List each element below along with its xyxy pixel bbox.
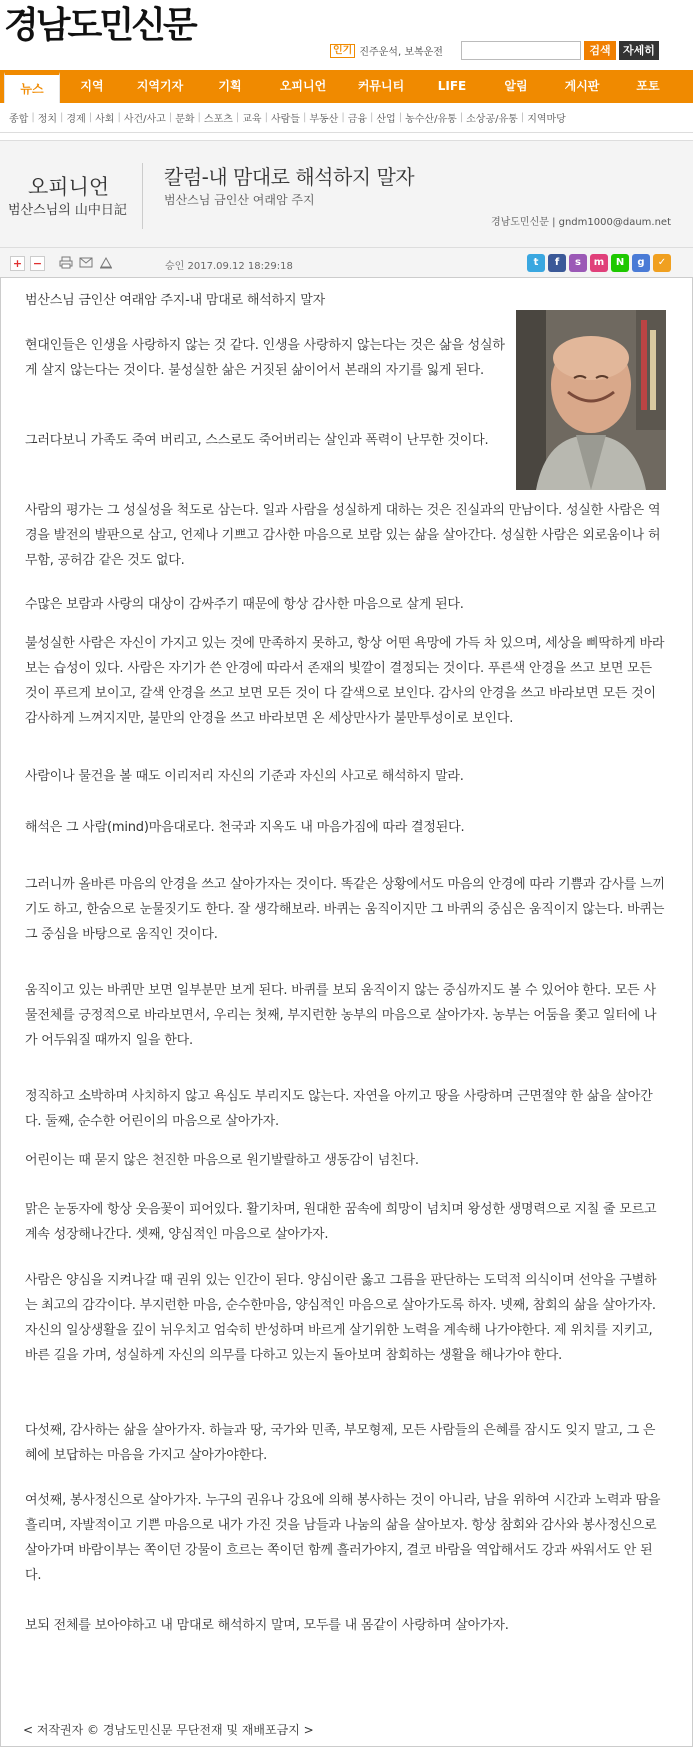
section-subtitle: 범산스님의 山中日記: [8, 203, 127, 218]
subnav-divider: |: [398, 112, 403, 123]
twitter-icon[interactable]: t: [527, 254, 545, 272]
subnav-divider: |: [88, 112, 93, 123]
article-toolbar: [0, 248, 693, 278]
nav-notice[interactable]: 알림: [504, 79, 528, 93]
article-paragraph: 맑은 눈동자에 항상 웃음꽃이 피어있다. 활기차며, 원대한 꿈속에 희망이 넘치며 왕성한 생명력으로 지칠 줄 모르고 계속 성장해나간다. 셋째, 양심적인 마음으로 살아가자.: [25, 1202, 657, 1242]
article-paragraph: 수많은 보람과 사랑의 대상이 감싸주기 때문에 항상 감사한 마음으로 살게 된다.: [25, 597, 464, 612]
site-header: [0, 0, 693, 70]
subnav-divider: |: [264, 112, 268, 123]
subnav-item[interactable]: 금융: [347, 114, 368, 125]
google-icon[interactable]: g: [632, 254, 650, 272]
search-input[interactable]: [461, 41, 581, 60]
subnav-item[interactable]: 지역마당: [527, 114, 566, 125]
subnav-item[interactable]: 스포츠: [203, 114, 233, 125]
subnav-item[interactable]: 부동산: [309, 114, 339, 125]
nav-life[interactable]: LIFE: [437, 79, 467, 93]
approved-date: 승인 2017.09.12 18:29:18: [165, 261, 293, 272]
email-icon[interactable]: [78, 256, 93, 270]
nav-community[interactable]: 커뮤니티: [357, 79, 405, 93]
article-paragraph: 사람이나 물건을 볼 때도 이리저리 자신의 기준과 자신의 사고로 해석하지 말라.: [25, 769, 464, 784]
nav-news[interactable]: 뉴스: [4, 72, 60, 103]
article-paragraph: 해석은 그 사람(mind)마음대로다. 천국과 지옥도 내 마음가짐에 따라 결정된다.: [25, 820, 465, 835]
article-paragraph: 어린이는 때 묻지 않은 천진한 마음으로 원기발랄하고 생동감이 넘친다.: [25, 1153, 419, 1168]
subnav-divider: |: [60, 112, 64, 123]
subnav-item[interactable]: 정치: [37, 114, 58, 125]
site-logo[interactable]: 경남도민신문: [4, 5, 195, 46]
subnav-divider: |: [197, 112, 201, 123]
subnav-divider: |: [459, 112, 464, 123]
detail-search-button[interactable]: 자세히: [619, 41, 659, 60]
article-paragraph: 현대인들은 인생을 사랑하지 않는 것 같다. 인생을 사랑하지 않는다는 것은 삶을 성실하게 살지 않는다는 것이다. 불성실한 삶은 거짓된 삶이어서 본래의 자기를 잃게 된다.: [25, 338, 505, 378]
facebook-icon[interactable]: f: [548, 254, 566, 272]
subnav-item[interactable]: 소상공/유통: [466, 114, 518, 125]
subnav-divider: |: [520, 112, 525, 123]
article-body: [0, 278, 693, 1747]
section-title[interactable]: 오피니언: [28, 175, 110, 199]
subnav-divider: |: [168, 112, 173, 123]
popular-keywords-text[interactable]: 진주운석, 보복운전: [359, 47, 443, 58]
subnav-item[interactable]: 문화: [175, 114, 195, 125]
print-icon[interactable]: [58, 256, 73, 270]
article-paragraph: 그러다보니 가족도 죽여 버리고, 스스로도 죽어버리는 살인과 폭력이 난무한 것이다.: [25, 433, 489, 448]
subnav-item[interactable]: 농수산/유통: [405, 114, 457, 125]
article-byline: 경남도민신문 | gndm1000@daum.net: [490, 217, 671, 228]
article-subhead: 범산스님 금인산 여래암 주지: [164, 193, 315, 207]
subnav-item[interactable]: 산업: [376, 114, 396, 125]
subnav-divider: |: [117, 112, 121, 123]
subnav-divider: |: [302, 112, 307, 123]
subnav-item[interactable]: 교육: [242, 114, 262, 125]
search-button[interactable]: 검색: [584, 41, 616, 60]
article-paragraph: 보되 전체를 보아야하고 내 맘대로 해석하지 말며, 모두를 내 몸같이 사랑하며 살아가자.: [25, 1618, 509, 1633]
subnav-divider: |: [31, 112, 35, 123]
article-paragraph: 여섯째, 봉사정신으로 살아가자. 누구의 권유나 강요에 의해 봉사하는 것이 아니라, 남을 위하여 시간과 노력과 땀을 흘리며, 자발적이고 기쁜 마음으로 내가 가진 것을 남들과 나눔의 삶을 살아보자. 항상 참회와 감사와 봉사정신으로 살아가며 바람이부는 쪽이던 강물이 흐르는 쪽이던 함께 흘러가야지, 결코 바람을 역압해서도 강과 싸워서도 안 된다.: [25, 1493, 661, 1583]
kakaostory-icon[interactable]: s: [569, 254, 587, 272]
font-decrease-button[interactable]: −: [30, 256, 45, 271]
subnav-item[interactable]: 사회: [95, 114, 115, 125]
bookmark-icon[interactable]: ✓: [653, 254, 671, 272]
article-paragraph: 사람은 양심을 지켜나갈 때 권위 있는 인간이 된다. 양심이란 옳고 그름을 판단하는 도덕적 의식이며 선악을 구별하는 최고의 감각이다. 부지런한 마음, 순수한마음, 양심적인 마음으로 살아가도록 하자. 넷째, 참회의 삶을 살아가자. 자신의 일상생활을 깊이 뉘우치고 엄숙히 반성하며 바르게 살기위한 노력을 계속해 나가야한다. 제 위치를 지키고, 바른 길을 가며, 성실하게 자신의 의무를 다하고 있는지 돌아보며 참회하는 생활을 해나가야 한다.: [25, 1273, 657, 1363]
font-increase-button[interactable]: +: [10, 256, 25, 271]
naver-icon[interactable]: N: [611, 254, 629, 272]
subnav-item[interactable]: 사람들: [270, 114, 300, 125]
section-divider: [142, 163, 143, 229]
nav-region[interactable]: 지역: [80, 79, 104, 93]
subnav-divider: |: [341, 112, 345, 123]
article-paragraph: 다섯째, 감사하는 삶을 살아가자. 하늘과 땅, 국가와 민족, 부모형제, 모든 사람들의 은혜를 잠시도 잊지 말고, 그 은혜에 보답하는 마음을 가지고 살아가야한다.: [25, 1423, 656, 1463]
subnav-item[interactable]: 경제: [66, 114, 86, 125]
article-paragraph: 사람의 평가는 그 성실성을 척도로 삼는다. 일과 사람을 성실하게 대하는 것은 진실과의 만남이다. 성실한 사람은 역경을 발전의 발판으로 삼고, 언제나 기쁘고 감사한 마음으로 보람 있는 삶을 살아간다. 성실한 사람은 외로움이나 허무함, 공허감 같은 것도 없다.: [25, 503, 661, 568]
nav-feature[interactable]: 기획: [218, 79, 242, 93]
author-photo: [516, 310, 666, 490]
main-nav: [0, 70, 693, 103]
copyright-notice: < 저작권자 © 경남도민신문 무단전재 및 재배포금지 >: [23, 1723, 314, 1737]
popular-keywords: [330, 43, 443, 58]
me2day-icon[interactable]: m: [590, 254, 608, 272]
popular-badge: 인기: [330, 44, 355, 58]
article-paragraph: 불성실한 사람은 자신이 가지고 있는 것에 만족하지 못하고, 항상 어떤 욕망에 가득 차 있으며, 세상을 삐딱하게 바라보는 습성이 있다. 사람은 자기가 쓴 안경에 따라서 존재의 빛깔이 결정되는 것이다. 푸른색 안경을 쓰고 보면 모든 것이 푸르게 보이고, 갈색 안경을 쓰고 보면 모든 것이 다 갈색으로 보인다. 감사의 안경을 쓰고 바라보면 모든 것이 감사하게 느껴지지만, 불만의 안경을 쓰고 바라보면 온 세상만사가 불만투성이로 보인다.: [25, 636, 665, 726]
subnav-divider: |: [370, 112, 374, 123]
nav-region-reporter[interactable]: 지역기자: [136, 79, 184, 93]
nav-opinion[interactable]: 오피니언: [279, 79, 327, 93]
scrap-icon[interactable]: [98, 256, 113, 270]
article-paragraph: 정직하고 소박하며 사치하지 않고 욕심도 부리지도 않는다. 자연을 아끼고 땅을 사랑하며 근면절약 한 삶을 살아간다. 둘째, 순수한 어린이의 마음으로 살아가자.: [25, 1089, 653, 1129]
nav-board[interactable]: 게시판: [564, 79, 600, 93]
article-paragraph: 그러니까 올바른 마음의 안경을 쓰고 살아가자는 것이다. 똑같은 상황에서도 마음의 안경에 따라 기쁨과 감사를 느끼기도 하고, 한숨으로 눈물짓기도 한다. 잘 생각해보라. 바퀴는 움직이지만 그 바퀴의 중심은 움직이지 않는다. 바퀴는 그 중심을 바탕으로 움직인 것이다.: [25, 877, 665, 942]
nav-photo[interactable]: 포토: [636, 79, 660, 93]
article-paragraph: 범산스님 금인산 여래암 주지-내 맘대로 해석하지 말자: [25, 293, 325, 308]
sub-nav: [0, 103, 693, 133]
article-headline: 칼럼-내 맘대로 해석하지 말자: [164, 165, 415, 189]
subnav-divider: |: [235, 112, 240, 123]
subnav-item[interactable]: 종합: [9, 114, 29, 125]
article-paragraph: 움직이고 있는 바퀴만 보면 일부분만 보게 된다. 바퀴를 보되 움직이지 않는 중심까지도 볼 수 있어야 한다. 모든 사물전체를 긍정적으로 바라보면서, 우리는 첫째, 부지런한 농부의 마음으로 살아가자. 농부는 어둠을 쫓고 일터에 나가 어두워질 때까지 일을 한다.: [25, 983, 657, 1048]
subnav-item[interactable]: 사건/사고: [123, 114, 166, 125]
article-header: [0, 140, 693, 248]
